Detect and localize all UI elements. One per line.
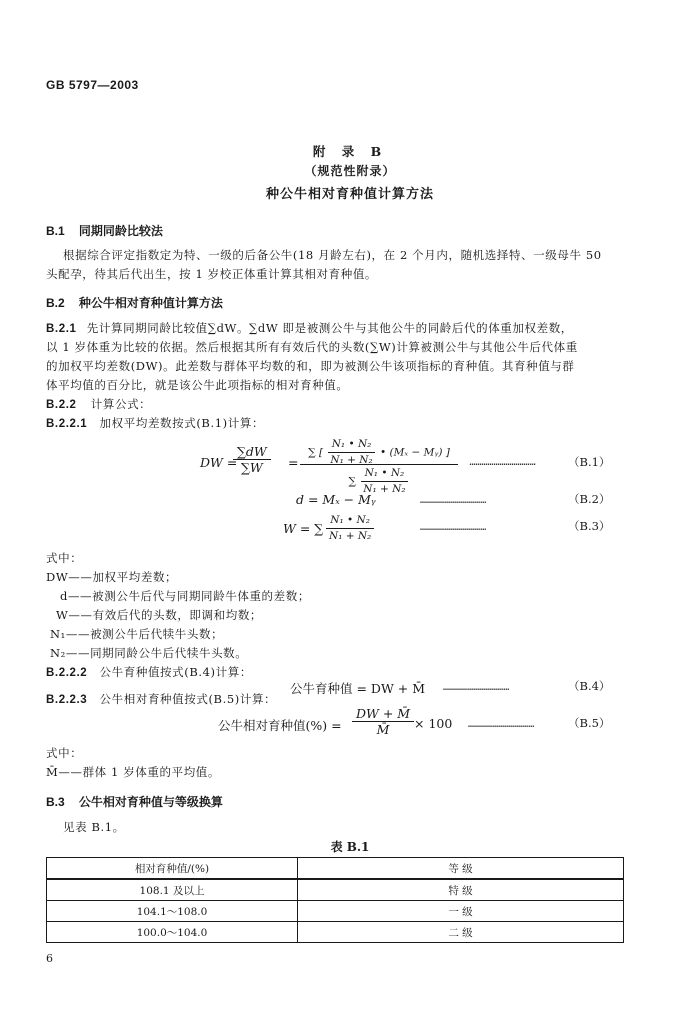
section-b21-text1: 先计算同期同龄比较值∑dW。∑dW 即是被测公牛与其他公牛的同龄后代的体重加权差数， [86,321,573,335]
section-b2-heading [46,294,223,311]
standard-code: GB 5797—2003 [46,78,139,92]
definition-d: d——被测公牛后代与同期同龄牛体重的差数； [60,589,310,603]
section-b22-heading [46,395,624,415]
formula-b3-dots: …………………………… [420,522,487,533]
formula-b1 [200,436,620,495]
formula-b1-big-fraction [300,436,458,495]
formula-b2-label: （B.2） [568,492,611,506]
formula-b3-num: N₁ • N₂ [326,513,374,529]
formula-b4-label: （B.4） [568,679,611,693]
definition-w: W——有效后代的头数，即调和均数； [56,608,263,622]
section-b21-line1 [46,319,624,339]
formula-b1-sum: ∑ [348,475,356,488]
formula-b1-label: （B.1） [568,455,611,469]
definition-m-bar: M̄——群体 1 岁体重的平均值。 [46,765,221,779]
table-header-value: 相对育种值/(%) [47,858,298,880]
section-b22-title: 计算公式： [90,397,152,411]
formula-b3-lhs: W = ∑ [283,521,324,536]
appendix-title: 种公牛相对育种值计算方法 [265,187,434,202]
table-cell-range: 100.0～104.0 [47,922,298,943]
section-b221-text: 加权平均差数按式(B.1)计算： [99,416,265,430]
section-b1-number: B.1 [46,224,65,238]
section-b222-number: B.2.2.2 [46,667,88,679]
section-b1-heading [46,222,163,239]
section-b22-number: B.2.2 [46,399,77,411]
definition-dw: DW——加权平均差数； [46,570,178,584]
table-cell-grade: 特 级 [298,879,624,901]
formula-b1-main-bar [300,464,458,465]
formula-b3 [283,512,423,546]
formula-b2: d = Mₓ − Mᵧ [296,492,376,507]
definitions1-title: 式中： [46,551,83,565]
definition-n2: N₂——同期同龄公牛后代犊牛头数。 [50,646,248,660]
appendix-nature: （规范性附录） [304,164,396,178]
section-b1-para-line1: 根据综合评定指数定为特、一级的后备公牛(18 月龄左右)，在 2 个月内，随机选择特、一级母牛 50 [63,248,602,262]
table-row [47,922,624,943]
section-b221-number: B.2.2.1 [46,418,88,430]
formula-b5-num: DW + M̄ [352,706,414,722]
table-header-grade: 等 级 [298,858,624,880]
formula-b1-eq: = [288,455,299,470]
table-cell-grade: 一 级 [298,901,624,922]
formula-b1-dots: …………………………… [470,457,537,468]
section-b222-text: 公牛育种值按式(B.4)计算： [99,665,252,679]
formula-b5-dots: …………………………… [468,719,535,730]
table-header-row [47,858,624,880]
section-b223-text: 公牛相对育种值按式(B.5)计算： [99,692,277,706]
section-b1-para-line2: 头配孕，待其后代出生，按 1 岁校正体重计算其相对育种值。 [46,267,378,281]
table-row [47,901,624,922]
section-b221-heading [46,414,624,434]
formula-b5-tail: × 100 [414,716,453,731]
page-number: 6 [46,952,53,965]
section-b21-line3: 的加权平均差数(DW)。此差数与群体平均数的和，即为被测公牛该项指标的育种值。其育种值与群 [46,359,575,373]
section-b21-line2: 以 1 岁体重为比较的依据。然后根据其所有有效后代的头数(∑W)计算被测公牛与其他公牛后代体重 [46,340,578,354]
formula-b1-den-den: N₁ + N₂ [363,483,406,495]
formula-b1-inner-num: N₁ • N₂ [328,437,376,453]
formula-b5 [218,706,468,742]
section-b1-title: 同期同龄比较法 [78,224,163,238]
formula-b5-fraction [352,706,414,737]
formula-b3-den: N₁ + N₂ [329,530,372,542]
appendix-label: 附 录 B [312,144,388,159]
formula-b1-numerator: ∑dW [233,444,271,460]
section-b3-ref: 见表 B.1。 [63,820,125,834]
table-cell-range: 108.1 及以上 [47,879,298,901]
grade-table [46,857,624,943]
formula-b4-dots: …………………………… [443,682,510,693]
section-b2-number: B.2 [46,296,65,310]
formula-b1-sum-close: ] [445,446,450,459]
formula-b4: 公牛育种值 = DW + M̄ [290,681,426,696]
table-row [47,879,624,901]
formula-b3-label: （B.3） [568,519,611,533]
table-cell-grade: 二 级 [298,922,624,943]
section-b21-number: B.2.1 [46,323,77,335]
formula-b1-den-num: N₁ • N₂ [361,466,409,482]
formula-b1-sum-open: ∑ [ [308,446,324,459]
section-b3-heading [46,793,223,810]
formula-b5-den: M̄ [376,722,390,737]
formula-b1-inner-den: N₁ + N₂ [330,454,373,466]
formula-b2-dots: …………………………… [420,495,487,506]
formula-b1-lhs: DW = [200,455,238,470]
section-b21-line4: 体平均值的百分比，就是该公牛此项指标的相对育种值。 [46,378,349,392]
formula-b1-mid: • (Mₓ − Mᵧ) [380,446,443,459]
section-b3-title: 公牛相对育种值与等级换算 [78,795,223,809]
formula-b1-denominator: ∑W [241,460,263,475]
section-b2-title: 种公牛相对育种值计算方法 [78,296,223,310]
table-caption: 表 B.1 [330,840,370,854]
section-b223-number: B.2.2.3 [46,694,88,706]
formula-b3-fraction [325,513,375,544]
table-cell-range: 104.1～108.0 [47,901,298,922]
definition-n1: N₁——被测公牛后代犊牛头数； [50,627,224,641]
formula-b5-lhs: 公牛相对育种值(%) = [218,718,342,733]
formula-b1-fraction [233,444,271,475]
definitions2-title: 式中： [46,746,83,760]
section-b3-number: B.3 [46,795,65,809]
formula-b5-label: （B.5） [568,716,611,730]
